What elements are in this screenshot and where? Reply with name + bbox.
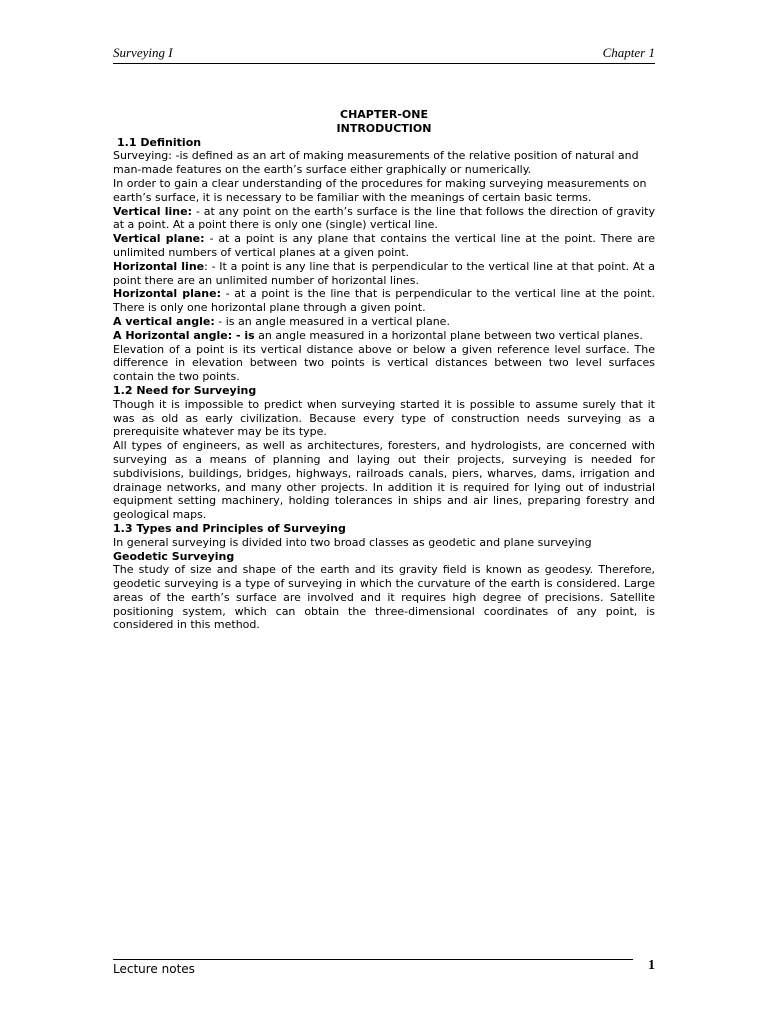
need-paragraph-2: All types of engineers, as well as architectures, foresters, and hydrologists, are concerned with surveying as a means of planning and laying out their projects, surveying is needed for subdivisions, buildings, bridges, highways, railroads canals, piers, wharves, dams, irrigation and drainage networks, and many other projects. In addition it is required for lying out of industrial equipment setting machinery, holding tolerances in ships and air lines, preparing forestry and geological maps. bbox=[113, 439, 655, 522]
header-course-title: Surveying I bbox=[113, 45, 173, 60]
term-definition: : - It a point is any line that is perpendicular to the vertical line at that point. At a point there are an unlimited number of horizontal lines. bbox=[113, 259, 655, 287]
document-body bbox=[113, 108, 655, 632]
term-label: A Horizontal angle: - is bbox=[113, 328, 255, 342]
subheading-geodetic-surveying: Geodetic Surveying bbox=[113, 549, 235, 563]
term-vertical-angle bbox=[113, 315, 655, 329]
section-heading-1-1: 1.1 Definition bbox=[117, 135, 202, 149]
header-chapter-label: Chapter 1 bbox=[602, 45, 655, 60]
introduction-title: INTRODUCTION bbox=[336, 121, 432, 135]
term-definition: - at a point is the line that is perpendicular to the vertical line at the point. There is only one horizontal plane through a given point. bbox=[113, 287, 655, 315]
term-horizontal-plane bbox=[113, 287, 655, 315]
section-heading-1-3: 1.3 Types and Principles of Surveying bbox=[113, 521, 346, 535]
need-paragraph-1: Though it is impossible to predict when surveying started it is possible to assume surely that it was as old as early civilization. Because every type of construction needs surveying as a prerequisite whatever may be its type. bbox=[113, 397, 655, 439]
footer-rule bbox=[113, 959, 633, 960]
header-rule bbox=[113, 63, 655, 64]
running-header bbox=[113, 45, 655, 62]
definition-paragraph: Surveying: -is defined as an art of making measurements of the relative position of natural and man-made features on the earth’s surface either graphically or numerically. bbox=[113, 149, 639, 177]
footer-label: Lecture notes bbox=[113, 962, 195, 976]
basic-terms-paragraph: In order to gain a clear understanding of the procedures for making surveying measurements on earth’s surface, it is necessary to be familiar with the meanings of certain basic terms. bbox=[113, 176, 647, 204]
page-number: 1 bbox=[648, 958, 655, 973]
types-paragraph: In general surveying is divided into two broad classes as geodetic and plane surveying bbox=[113, 535, 592, 549]
term-label: A vertical angle: bbox=[113, 314, 215, 328]
term-vertical-plane bbox=[113, 232, 655, 260]
term-label: Vertical line: bbox=[113, 204, 192, 218]
term-definition: an angle measured in a horizontal plane between two vertical planes. bbox=[254, 328, 643, 342]
geodetic-paragraph: The study of size and shape of the earth and its gravity field is known as geodesy. Therefore, geodetic surveying is a type of surveying in which the curvature of the earth is considered. Large areas of the earth’s surface are involved and it requires high degree of precisions. Satellite positioning system, which can obtain the three-dimensional coordinates of any point, is considered in this method. bbox=[113, 563, 655, 632]
term-label: Vertical plane: bbox=[113, 232, 205, 246]
term-label: Horizontal plane: bbox=[113, 287, 221, 301]
chapter-title: CHAPTER-ONE bbox=[340, 108, 428, 121]
term-horizontal-angle bbox=[113, 329, 655, 343]
elevation-paragraph: Elevation of a point is its vertical distance above or below a given reference level surface. The difference in elevation between two points is vertical distances between two level surfaces contain the two points. bbox=[113, 342, 655, 384]
term-definition: - at a point is any plane that contains the vertical line at the point. There are unlimited numbers of vertical planes at a given point. bbox=[113, 232, 655, 259]
term-vertical-line bbox=[113, 205, 655, 233]
term-definition: - is an angle measured in a vertical plane. bbox=[214, 314, 450, 328]
term-label: Horizontal line bbox=[113, 259, 205, 273]
term-definition: - at any point on the earth’s surface is the line that follows the direction of gravity at a point. At a point there is only one (single) vertical line. bbox=[113, 204, 655, 232]
term-horizontal-line bbox=[113, 260, 655, 288]
section-heading-1-2: 1.2 Need for Surveying bbox=[113, 383, 257, 397]
